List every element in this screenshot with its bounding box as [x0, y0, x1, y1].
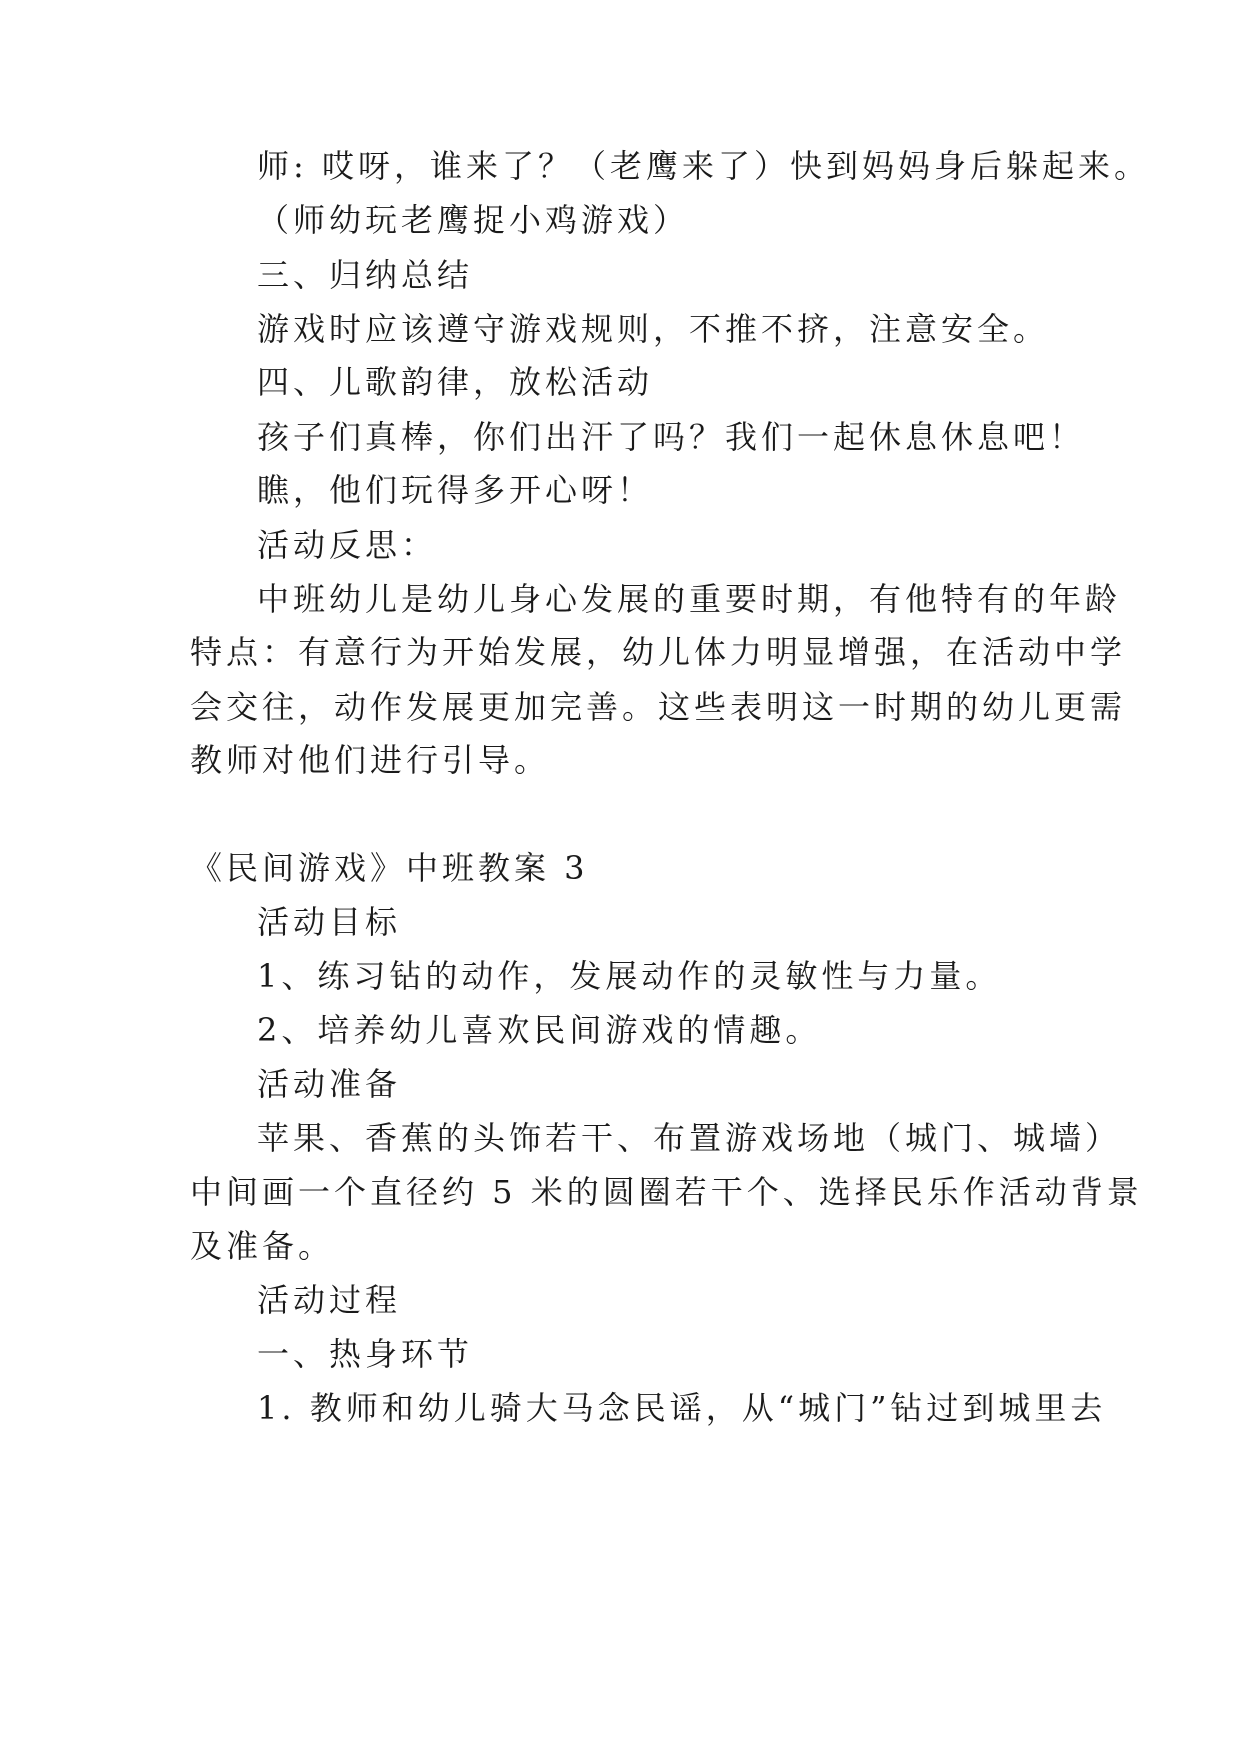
section-heading: 活动准备 — [257, 1065, 402, 1103]
section-heading: 活动目标 — [257, 903, 402, 941]
paragraph-line: （师幼玩老鹰捉小鸡游戏） — [257, 201, 690, 239]
paragraph-line: 师: 哎呀，谁来了？（老鹰来了）快到妈妈身后躲起来。 — [257, 147, 1150, 185]
document-title: 《民间游戏》中班教案 3 — [190, 849, 589, 887]
list-item: 2、培养幼儿喜欢民间游戏的情趣。 — [257, 1011, 822, 1049]
section-heading: 活动过程 — [257, 1281, 402, 1319]
paragraph-line: 中间画一个直径约 5 米的圆圈若干个、选择民乐作活动背景 — [190, 1173, 1143, 1211]
list-item: 1、练习钻的动作，发展动作的灵敏性与力量。 — [257, 957, 1002, 995]
paragraph-line: 特点：有意行为开始发展，幼儿体力明显增强，在活动中学 — [190, 633, 1127, 671]
section-heading: 四、儿歌韵律，放松活动 — [257, 363, 654, 401]
section-heading: 三、归纳总结 — [257, 256, 474, 294]
section-heading: 活动反思： — [257, 526, 438, 564]
list-item: 1. 教师和幼儿骑大马念民谣，从“城门”钻过到城里去 — [257, 1389, 1107, 1427]
paragraph-line: 教师对他们进行引导。 — [190, 741, 551, 779]
paragraph-line: 瞧，他们玩得多开心呀！ — [257, 471, 654, 509]
paragraph-line: 会交往，动作发展更加完善。这些表明这一时期的幼儿更需 — [190, 688, 1127, 726]
paragraph-line: 苹果、香蕉的头饰若干、布置游戏场地（城门、城墙） — [257, 1119, 1122, 1157]
paragraph-line: 游戏时应该遵守游戏规则，不推不挤，注意安全。 — [257, 310, 1050, 348]
paragraph-line: 中班幼儿是幼儿身心发展的重要时期，有他特有的年龄 — [257, 580, 1122, 618]
paragraph-line: 孩子们真棒，你们出汗了吗？我们一起休息休息吧！ — [257, 418, 1086, 456]
paragraph-line: 及准备。 — [190, 1227, 335, 1265]
section-heading: 一、热身环节 — [257, 1335, 474, 1373]
